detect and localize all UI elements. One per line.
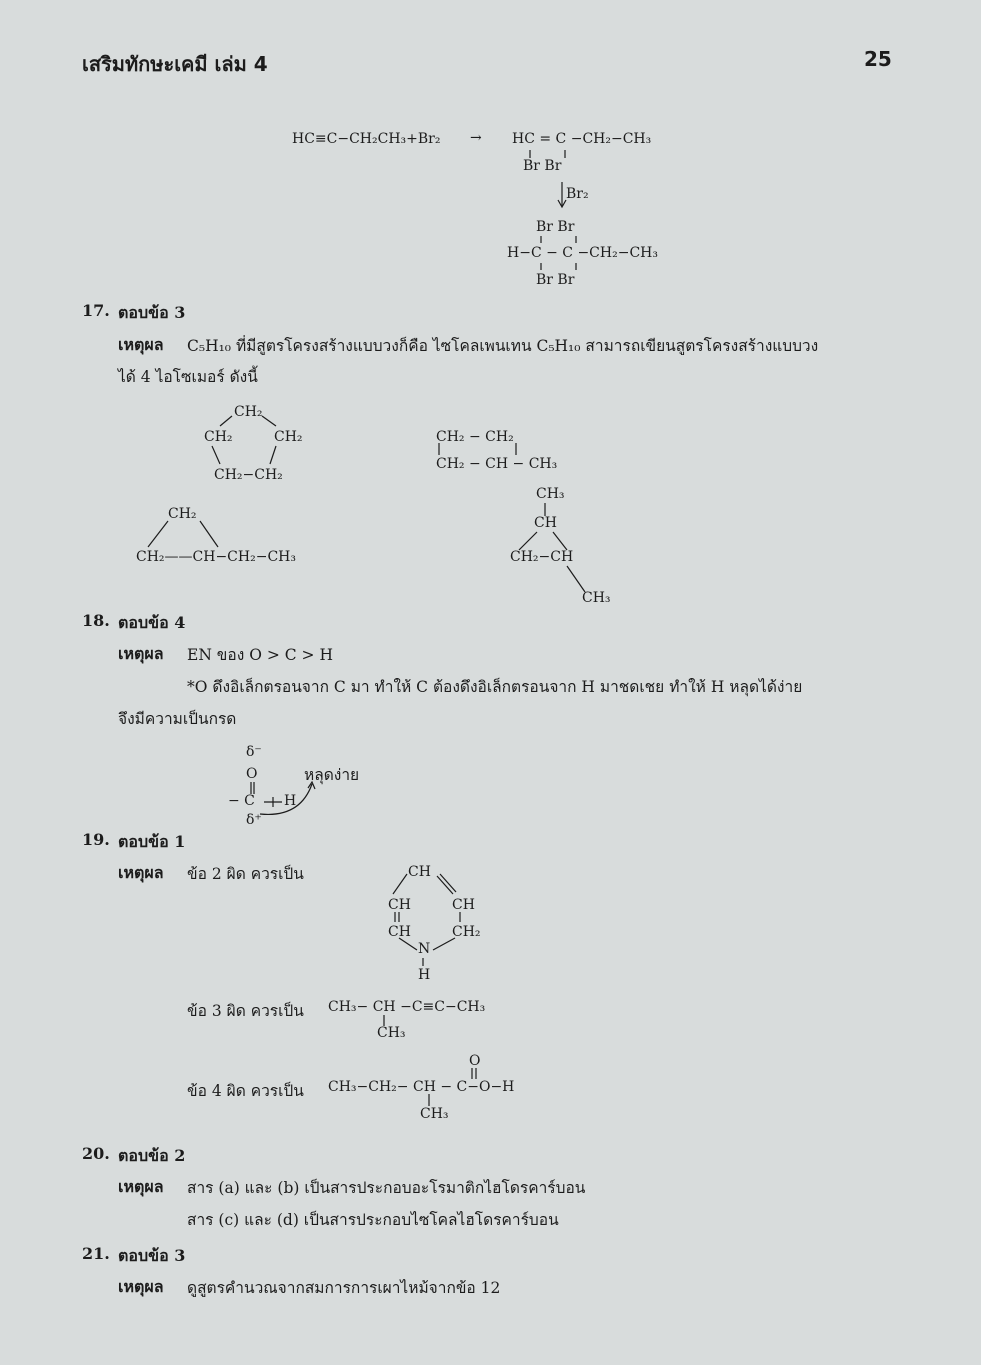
s2-bonds <box>430 440 540 460</box>
q17-reason-line2: ได้ 4 ไอโซเมอร์ ดังนี้ <box>118 368 258 386</box>
s1-right: CH₂ <box>274 429 303 445</box>
q19-number: 19. <box>82 830 110 849</box>
q19-item2: ข้อ 2 ผิด ควรเป็น <box>187 865 304 883</box>
py-right-1: CH <box>452 897 475 913</box>
q19-item3-sub: CH₃ <box>377 1025 406 1041</box>
q17-reason-label: เหตุผล <box>118 335 164 354</box>
q18-hydrogen: H <box>284 793 297 809</box>
q19-reason-label: เหตุผล <box>118 863 164 882</box>
q19-item4: ข้อ 4 ผิด ควรเป็น <box>187 1082 304 1100</box>
q21-reason-label: เหตุผล <box>118 1277 164 1296</box>
q19-item3-bond <box>375 1012 395 1032</box>
q18-oxygen: O <box>246 766 258 782</box>
q20-answer: ตอบข้อ 2 <box>118 1146 186 1165</box>
q19-item4-bonds <box>415 1064 495 1114</box>
s1-bonds <box>200 404 310 474</box>
q18-delta-plus: δ⁺ <box>246 812 262 828</box>
py-nitrogen: N <box>418 941 431 957</box>
s3-top: CH₂ <box>168 506 197 522</box>
q21-answer: ตอบข้อ 3 <box>118 1246 186 1265</box>
q18-carbon: − C <box>228 793 255 809</box>
q21-line1: ดูสูตรคำนวณจากสมการการเผาไหม้จากข้อ 12 <box>187 1279 501 1297</box>
py-hydrogen: H <box>418 967 431 983</box>
q19-item4-oxygen: O <box>469 1053 481 1069</box>
page-number: 25 <box>864 47 892 71</box>
q20-line2: สาร (c) และ (d) เป็นสารประกอบไซโคลไฮโดรคาร์บอน <box>187 1211 559 1229</box>
s1-left: CH₂ <box>204 429 233 445</box>
reaction-bonds-2 <box>530 234 590 274</box>
q18-reason-line2: *O ดึงอิเล็กตรอนจาก C มา ทำให้ C ต้องดึงอิเล็กตรอนจาก H มาชดเชย ทำให้ H หลุดได้ง่าย <box>187 678 803 696</box>
q19-item4-sub: CH₃ <box>420 1106 449 1122</box>
q19-item3: ข้อ 3 ผิด ควรเป็น <box>187 1002 304 1020</box>
reaction-reagent-2: Br₂ <box>566 186 589 202</box>
reaction-reactant: HC≡C−CH₂CH₃+Br₂ <box>292 131 441 147</box>
reaction-product-1-subs: Br Br <box>523 158 562 174</box>
q17-answer: ตอบข้อ 3 <box>118 303 186 322</box>
s1-top: CH₂ <box>234 404 263 420</box>
q18-reason-label: เหตุผล <box>118 644 164 663</box>
q18-reason-line3: จึงมีความเป็นกรด <box>118 710 237 728</box>
s4-mid: CH <box>534 515 557 531</box>
s2-row2: CH₂ − CH − CH₃ <box>436 456 558 472</box>
reaction-arrow: → <box>470 130 482 146</box>
q18-bonds <box>240 770 320 820</box>
reaction-product-1: HC = C −CH₂−CH₃ <box>512 131 652 147</box>
q18-answer: ตอบข้อ 4 <box>118 613 186 632</box>
reaction-product-2-bottom: Br Br <box>536 272 575 288</box>
q17-reason-line1: C₅H₁₀ ที่มีสูตรโครงสร้างแบบวงก็คือ ไซโคลเพนเทน C₅H₁₀ สามารถเขียนสูตรโครงสร้างแบบวง <box>187 337 819 355</box>
q20-line1: สาร (a) และ (b) เป็นสารประกอบอะโรมาติกไฮโดรคาร์บอน <box>187 1179 586 1197</box>
q18-reason-line1: EN ของ O > C > H <box>187 646 333 664</box>
q20-reason-label: เหตุผล <box>118 1177 164 1196</box>
q19-item4-formula: CH₃−CH₂− CH − C−O−H <box>328 1079 515 1095</box>
q19-item3-formula: CH₃− CH −C≡C−CH₃ <box>328 999 486 1015</box>
s3-bonds <box>140 515 240 555</box>
book-title: เสริมทักษะเคมี เล่ม 4 <box>82 52 268 76</box>
q20-number: 20. <box>82 1144 110 1163</box>
s4-bottom: CH₃ <box>582 590 611 606</box>
py-left-2: CH <box>388 924 411 940</box>
q18-number: 18. <box>82 611 110 630</box>
py-left-1: CH <box>388 897 411 913</box>
py-right-2: CH₂ <box>452 924 481 940</box>
s3-bottom: CH₂——CH−CH₂−CH₃ <box>136 549 296 565</box>
reaction-product-2-top: Br Br <box>536 219 575 235</box>
s4-bonds <box>505 500 615 600</box>
q18-delta-minus: δ⁻ <box>246 744 262 760</box>
s4-ring: CH₂−CH <box>510 549 574 565</box>
q21-number: 21. <box>82 1244 110 1263</box>
s1-bottom: CH₂−CH₂ <box>214 467 283 483</box>
py-bonds <box>385 866 485 976</box>
s2-row1: CH₂ − CH₂ <box>436 429 514 445</box>
reaction-product-2: H−C − C −CH₂−CH₃ <box>507 245 658 261</box>
q19-answer: ตอบข้อ 1 <box>118 832 186 851</box>
s4-top: CH₃ <box>536 486 565 502</box>
py-top: CH <box>408 864 431 880</box>
q17-number: 17. <box>82 301 110 320</box>
q18-label: หลุดง่าย <box>304 766 360 784</box>
